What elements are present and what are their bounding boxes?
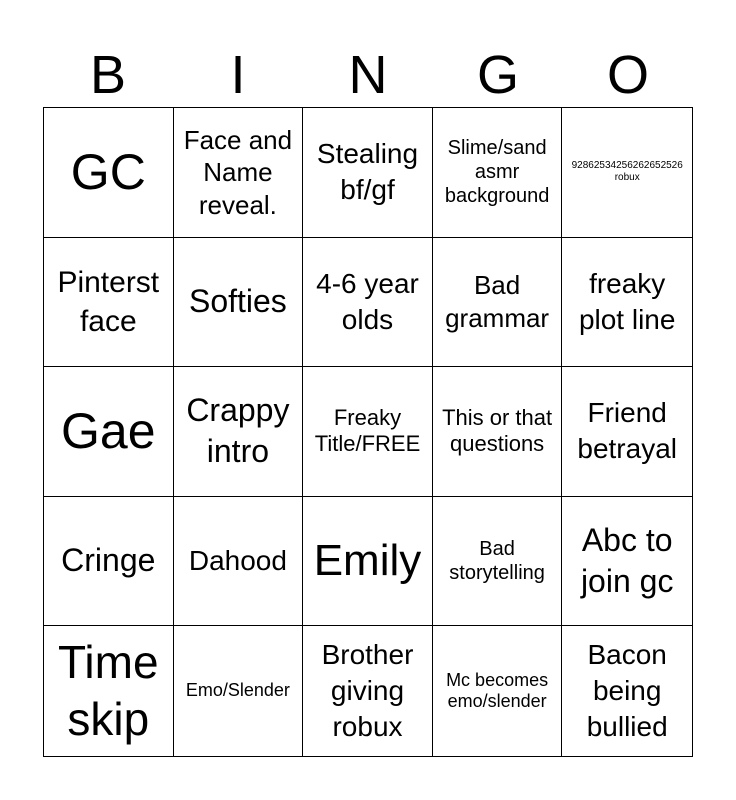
bingo-cell[interactable]: GC [44,108,174,238]
bingo-cell[interactable]: Bad grammar [433,238,563,368]
bingo-cell[interactable]: Gae [44,367,174,497]
bingo-header [43,42,693,108]
bingo-cell[interactable]: Emo/Slender [174,626,304,756]
bingo-cell[interactable]: Bacon being bullied [586,638,668,743]
header-letter-i: I [230,45,246,105]
bingo-cell[interactable]: This or that questions [433,367,563,497]
bingo-cell[interactable]: Cringe [44,497,174,627]
header-letter-o: O [606,45,649,105]
bingo-cell[interactable]: Brother giving robux [303,626,433,756]
bingo-cell[interactable]: freaky plot line [562,238,692,368]
bingo-cell[interactable]: Softies [174,238,304,368]
bingo-cell[interactable]: Emily [303,497,433,627]
header-letter-n: N [348,45,388,105]
bingo-cell[interactable]: Friend betrayal [562,367,692,497]
bingo-cell[interactable]: Dahood [174,497,304,627]
bingo-cell[interactable]: Freaky Title/FREE [303,367,433,497]
header-letter-b: B [89,45,127,105]
bingo-cell[interactable]: Stealing bf/gf [303,108,433,238]
bingo-cell[interactable]: Mc becomes emo/slender [433,626,563,756]
bingo-board [43,107,693,757]
header-letter-g: G [476,45,519,105]
bingo-cell[interactable]: 4-6 year olds [303,238,433,368]
bingo-cell[interactable]: Slime/sand asmr background [433,108,563,238]
bingo-cell[interactable]: Abc to join gc [562,497,692,627]
bingo-cell[interactable]: Time skip [44,626,174,756]
bingo-cell[interactable]: Crappy intro [174,367,304,497]
bingo-cell[interactable]: Pinterst face [44,238,174,368]
bingo-cell[interactable]: Bad storytelling [433,497,563,627]
bingo-cell[interactable]: 92862534256262652526 robux [562,108,692,238]
bingo-cell[interactable]: Face and Name reveal. [174,108,304,238]
